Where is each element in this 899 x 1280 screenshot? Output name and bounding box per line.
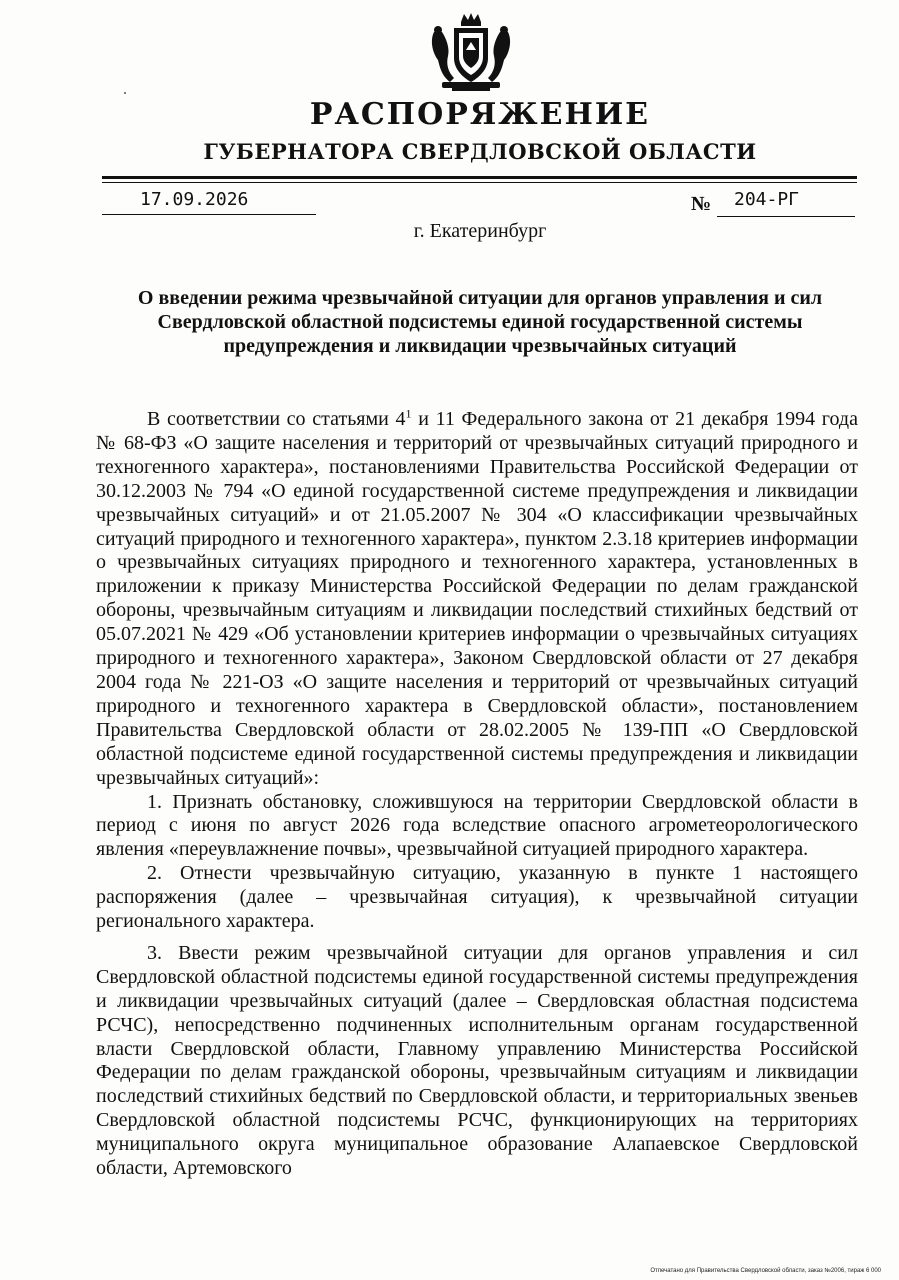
- preamble-paragraph: В соответствии со статьями $4^1$ и 11 Федерального закона от 21 декабря 1994 года № 68-ФЗ «О защите населения и территорий от чрезвычайных ситуаций природного и техногенного характера», постановлениями Правительства Российской Федерации от 30.12.2003 № 794 «О единой государственной системе предупреждения и ликвидации чрезвычайных ситуаций» и от 21.05.2007 № 304 «О классификации чрезвычайных ситуаций природного и техногенного характера», пунктом 2.3.18 критериев информации о чрезвычайных ситуациях природного и техногенного характера, установленных в приложении к приказу Министерства Российской Федерации по делам гражданской обороны, чрезвычайным ситуациям и ликвидации последствий стихийных бедствий от 05.07.2021 № 429 «Об установлении критериев информации о чрезвычайных ситуациях природного и техногенного характера», Законом Свердловской области от 27 декабря 2004 года № 221-ОЗ «О защите населения и территорий от чрезвычайных ситуаций природного и техногенного характера в Свердловской области», постановлением Правительства Свердловской области от 28.02.2005 № 139-ПП «О Свердловской областной подсистеме единой государственной системы предупреждения и ликвидации чрезвычайных ситуаций»:: [96, 406, 858, 789]
- document-number: 204-РГ: [734, 189, 800, 210]
- date-underline: [102, 214, 316, 215]
- document-subtitle: ГУБЕРНАТОРА СВЕРДЛОВСКОЙ ОБЛАСТИ: [203, 139, 757, 164]
- document-heading: О введении режима чрезвычайной ситуации для органов управления и сил Свердловской областной подсистемы единой государственной системы предупреждения и ликвидации чрезвычайных ситуаций: [137, 287, 823, 357]
- scan-speck: [124, 92, 126, 94]
- number-sign: №: [691, 193, 712, 215]
- coat-of-arms-icon: [428, 12, 514, 92]
- clause-1: 1. Признать обстановку, сложившуюся на территории Свердловской области в период с июня по август 2026 года вследствие опасного агрометеорологического явления «переувлажнение почвы», чрезвычайной ситуацией природного характера.: [96, 790, 858, 861]
- document-city: г. Екатеринбург: [413, 220, 547, 242]
- clause-2: 2. Отнести чрезвычайную ситуацию, указанную в пункте 1 настоящего распоряжения (далее – чрезвычайная ситуация), к чрезвычайной ситуации регионального характера.: [96, 862, 858, 933]
- print-footer: Отпечатано для Правительства Свердловской области, заказ №2006, тираж 6 000: [650, 1268, 881, 1274]
- document-date: 17.09.2026: [140, 189, 249, 210]
- header-divider: [102, 176, 857, 179]
- superscript: 1: [405, 406, 412, 421]
- clause-3: 3. Ввести режим чрезвычайной ситуации для органов управления и сил Свердловской областной подсистемы единой государственной системы предупреждения и ликвидации чрезвычайных ситуаций (далее – Свердловская областная подсистема РСЧС), непосредственно подчиненных исполнительным органам государственной власти Свердловской области, Главному управлению Министерства Российской Федерации по делам гражданской обороны, чрезвычайным ситуациям и ликвидации последствий стихийных бедствий по Свердловской области, и территориальных звеньев Свердловской областной подсистемы РСЧС, функционирующих на территориях муниципального округа муниципальное образование Алапаевское Свердловской области, Артемовского: [96, 941, 858, 1180]
- header-divider-thin: [102, 182, 857, 183]
- number-underline: [717, 216, 855, 217]
- document-body: [96, 408, 858, 1181]
- document-title: РАСПОРЯЖЕНИЕ: [309, 97, 651, 132]
